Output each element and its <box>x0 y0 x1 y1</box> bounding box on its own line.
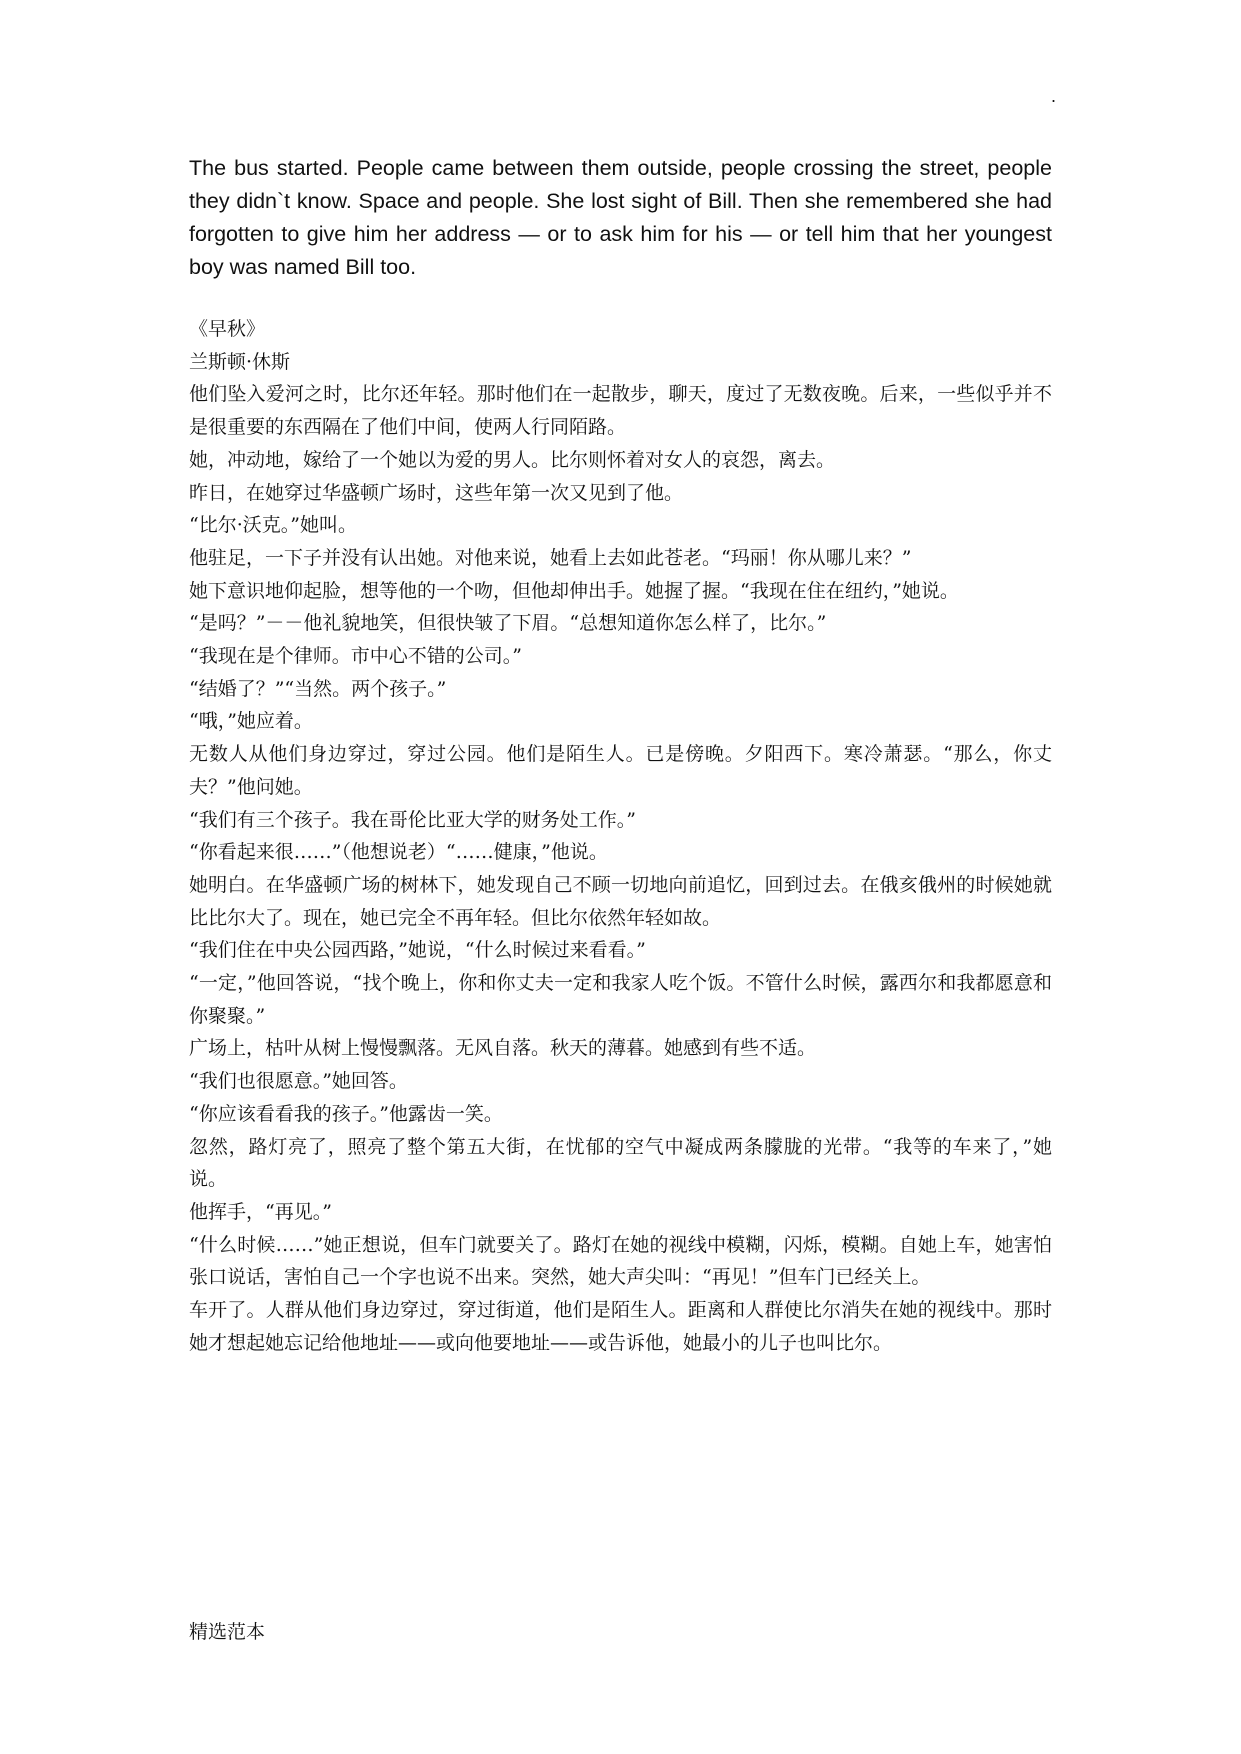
story-paragraph: 他驻足，一下子并没有认出她。对他来说，她看上去如此苍老。“玛丽！你从哪儿来？” <box>189 546 912 569</box>
story-paragraph: 广场上，枯叶从树上慢慢飘落。无风自落。秋天的薄暮。她感到有些不适。 <box>189 1037 817 1060</box>
story-paragraph: “我们也很愿意。”她回答。 <box>189 1070 408 1093</box>
story-title: 《早秋》 <box>189 318 266 340</box>
page-mark: . <box>1051 86 1057 106</box>
story-paragraph: “什么时候……”她正想说，但车门就要关了。路灯在她的视线中模糊，闪烁，模糊。自她上车，她害怕张口说话，害怕自己一个字也说不出来。突然，她大声尖叫：“再见！”但车门已经关上。 <box>189 1233 1052 1289</box>
story-paragraph: “我们住在中央公园西路，”她说，“什么时候过来看看。” <box>189 939 646 962</box>
story-paragraph: “一定，”他回答说，“找个晚上，你和你丈夫一定和我家人吃个饭。不管什么时候，露西尔和我都愿意和你聚聚。” <box>189 972 1052 1027</box>
story-author: 兰斯顿·休斯 <box>189 350 291 373</box>
story-paragraph: 他们坠入爱河之时，比尔还年轻。那时他们在一起散步，聊天，度过了无数夜晚。后来，一些似乎并不是很重要的东西隔在了他们中间，使两人行同陌路。 <box>189 383 1052 439</box>
story-paragraph: 她下意识地仰起脸，想等他的一个吻，但他却伸出手。她握了握。“我现在住在纽约，”她说。 <box>189 579 959 602</box>
story-paragraph: “哦，”她应着。 <box>189 710 313 733</box>
story-paragraph: “你看起来很……”（他想说老）“……健康，”他说。 <box>189 841 608 864</box>
story-paragraph: “比尔·沃克。”她叫。 <box>189 514 357 537</box>
story-paragraph: 她，冲动地，嫁给了一个她以为爱的男人。比尔则怀着对女人的哀怨，离去。 <box>189 448 836 471</box>
story-paragraph: 忽然，路灯亮了，照亮了整个第五大街，在忧郁的空气中凝成两条朦胧的光带。“我等的车来了，”她说。 <box>189 1135 1052 1191</box>
story-paragraph: 她明白。在华盛顿广场的树林下，她发现自己不顾一切地向前追忆，回到过去。在俄亥俄州的时候她就比比尔大了。现在，她已完全不再年轻。但比尔依然年轻如故。 <box>189 873 1052 929</box>
story-body <box>189 313 1052 1360</box>
story-paragraph: “结婚了？”“当然。两个孩子。” <box>189 677 447 700</box>
story-paragraph: 昨日，在她穿过华盛顿广场时，这些年第一次又见到了他。 <box>189 481 684 504</box>
story-paragraph: “你应该看看我的孩子。”他露齿一笑。 <box>189 1102 503 1125</box>
story-paragraph: 他挥手，“再见。” <box>189 1200 332 1223</box>
story-paragraph: 车开了。人群从他们身边穿过，穿过街道，他们是陌生人。距离和人群使比尔消失在她的视线中。那时她才想起她忘记给他地址——或向他要地址——或告诉他，她最小的儿子也叫比尔。 <box>189 1299 1052 1354</box>
page-footer: 精选范本 <box>189 1621 266 1643</box>
english-paragraph: The bus started. People came between them outside, people crossing the street, people they didn`t know. Space and people. She lost sight of Bill. Then she remembered she had forgotten to give him her address — or to ask him for his — or tell him that her youngest boy was named Bill too. <box>189 156 1052 279</box>
story-paragraph: “我现在是个律师。市中心不错的公司。” <box>189 645 522 668</box>
story-paragraph: “是吗？”－－他礼貌地笑，但很快皱了下眉。“总想知道你怎么样了，比尔。” <box>189 612 827 635</box>
story-paragraph: “我们有三个孩子。我在哥伦比亚大学的财务处工作。” <box>189 808 636 831</box>
story-paragraph: 无数人从他们身边穿过，穿过公园。他们是陌生人。已是傍晚。夕阳西下。寒冷萧瑟。“那么，你丈夫？”他问她。 <box>189 743 1052 798</box>
